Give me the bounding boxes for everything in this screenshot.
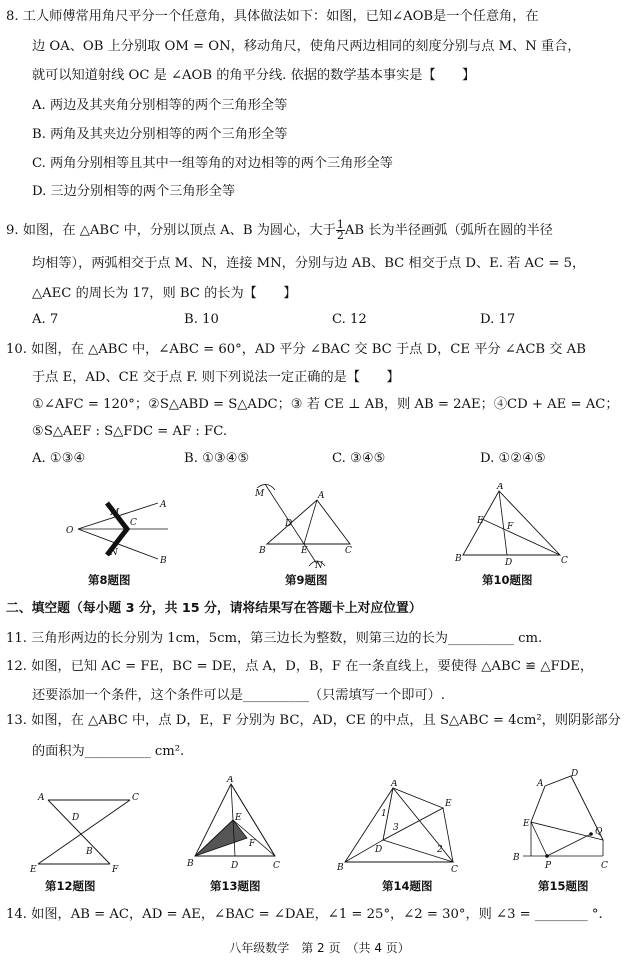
q8-option-a: A. 两边及其夹角分别相等的两个三角形全等 (32, 98, 288, 113)
fig9-label-e: E (301, 546, 308, 556)
q9-fraction (336, 220, 345, 241)
fig12-label-c: C (132, 793, 139, 803)
page-footer: 八年级数学 第 2 页 （共 4 页） (229, 941, 410, 955)
figure-10 (455, 483, 575, 568)
q10-option-a: A. ①③④ (32, 451, 86, 466)
q9-option-a: A. 7 (32, 312, 59, 327)
figure-8 (62, 493, 172, 565)
fig15-caption: 第15题图 (538, 879, 589, 893)
fig10-caption: 第10题图 (482, 573, 533, 587)
fig8-label-a: A (160, 500, 167, 510)
fig14-caption: 第14题图 (382, 879, 433, 893)
fig13-label-d: D (231, 861, 239, 871)
fig12-label-e: E (30, 865, 37, 875)
q8-option-c: C. 两角分别相等且其中一组等角的对边相等的两个三角形全等 (32, 156, 393, 171)
fig15-label-c: C (601, 861, 608, 871)
fig15-label-e: E (523, 819, 530, 829)
fig8-caption: 第8题图 (88, 573, 131, 587)
fig14-label-1: 1 (381, 809, 387, 819)
fig9-label-d: D (285, 519, 293, 529)
fig13-label-b: B (187, 859, 194, 869)
q8-line3: 就可以知道射线 OC 是 ∠AOB 的角平分线. 依据的数学基本事实是【 】 (32, 68, 476, 83)
fig12-label-d: D (72, 813, 80, 823)
q12-line2: 还要添加一个条件，这个条件可以是__________（只需填写一个即可）. (32, 688, 446, 703)
q12-line1: 12. 如图，已知 AC = FE，BC = DE，点 A，D，B，F 在一条直线上，要使得 △ABC ≌ △FDE， (6, 659, 594, 674)
fig14-label-3: 3 (393, 823, 399, 833)
fig14-label-b: B (337, 863, 344, 873)
fig15-label-p: P (545, 861, 552, 871)
fig14-label-a: A (391, 780, 398, 789)
fig14-label-2: 2 (437, 845, 443, 855)
q10-line2: 于点 E，AD、CE 交于点 F. 则下列说法一定正确的是【 】 (32, 370, 400, 385)
fig15-label-q: Q (595, 827, 603, 837)
q9-fraction-denominator: 2 (336, 229, 344, 242)
q13-line2: 的面积为__________ cm². (32, 744, 185, 759)
q9-line3: △AEC 的周长为 17，则 BC 的长为【 】 (32, 286, 297, 301)
figure-14 (335, 780, 465, 876)
fig14-label-c: C (451, 865, 458, 875)
section-2-heading: 二、填空题（每小题 3 分，共 15 分，请将结果写在答题卡上对应位置） (6, 601, 422, 616)
q9-option-b: B. 10 (184, 312, 219, 327)
q9-line1 (6, 220, 553, 241)
fig9-label-m: M (255, 489, 265, 499)
figure-13 (185, 776, 285, 876)
fig8-label-n: N (110, 548, 118, 558)
q10-line4: ⑤S△AEF : S△FDC = AF : FC. (32, 424, 228, 439)
fig14-label-d: D (375, 845, 383, 855)
q10-option-d: D. ①②④⑤ (480, 451, 546, 466)
q9-option-d: D. 17 (480, 312, 516, 327)
fig15-label-b: B (513, 853, 520, 863)
q9-line1-end: AB 长为半径画弧（弧所在圆的半径 (344, 223, 553, 238)
figure-12 (30, 790, 150, 876)
q10-line3: ①∠AFC = 120°；②S△ABD = S△ADC；③ 若 CE ⊥ AB，则 AB = 2AE；④CD + AE = AC； (32, 397, 619, 412)
fig8-label-c: C (130, 518, 137, 528)
figure-9 (255, 480, 365, 570)
fig10-label-f: F (507, 522, 514, 532)
fig13-label-e: E (235, 813, 242, 823)
q13-line1: 13. 如图，在 △ABC 中，点 D，E，F 分别为 BC，AD，CE 的中点，且 S△ABC = 4cm²，则阴影部分 (6, 713, 621, 728)
fig9-label-b: B (259, 546, 266, 556)
fig10-label-c: C (561, 556, 568, 566)
q14: 14. 如图，AB = AC，AD = AE，∠BAC = ∠DAE，∠1 = 25°，∠2 = 30°，则 ∠3 = ________ °. (6, 907, 603, 922)
q10-option-b: B. ①③④⑤ (184, 451, 250, 466)
q8-line2: 边 OA、OB 上分别取 OM = ON，移动角尺，使角尺两边相同的刻度分别与点 M、N 重合， (32, 39, 581, 54)
fig9-label-c: C (345, 546, 352, 556)
fig10-label-b: B (455, 554, 462, 564)
figure-15 (505, 768, 610, 874)
fig10-label-a: A (497, 483, 504, 492)
fig13-label-a: A (227, 776, 234, 785)
q8-option-b: B. 两角及其夹边分别相等的两个三角形全等 (32, 127, 288, 142)
fig9-label-n: N (315, 561, 323, 570)
fig8-label-b: B (160, 556, 167, 565)
q10-option-c: C. ③④⑤ (332, 451, 386, 466)
q11: 11. 三角形两边的长分别为 1cm，5cm，第三边长为整数，则第三边的长为__________ cm. (6, 631, 543, 646)
q9-option-c: C. 12 (332, 312, 367, 327)
fig15-label-a: A (537, 779, 544, 789)
fig9-label-a: A (318, 491, 325, 501)
fig12-label-b: B (86, 847, 93, 857)
fig15-label-d: D (571, 769, 579, 779)
fig12-label-a: A (38, 793, 45, 803)
fig8-label-o: O (66, 526, 74, 536)
fig10-label-e: E (477, 516, 484, 526)
q10-line1: 10. 如图，在 △ABC 中，∠ABC = 60°，AD 平分 ∠BAC 交 BC 于点 D，CE 平分 ∠ACB 交 AB (6, 342, 586, 357)
fig13-label-f: F (249, 839, 256, 849)
q9-line1-start: 9. 如图，在 △ABC 中，分别以顶点 A、B 为圆心，大于 (6, 223, 336, 238)
fig8-label-m: M (110, 508, 120, 518)
q8-line1: 8. 工人师傅常用角尺平分一个任意角，具体做法如下：如图，已知∠AOB是一个任意角，在 (6, 9, 539, 24)
q9-fraction-numerator: 1 (336, 218, 344, 231)
q9-line2: 均相等），两弧相交于点 M、N，连接 MN，分别与边 AB、BC 相交于点 D、E. 若 AC = 5， (32, 256, 586, 271)
q8-option-d: D. 三边分别相等的两个三角形全等 (32, 184, 236, 199)
fig12-label-f: F (112, 865, 119, 875)
fig13-label-c: C (273, 861, 280, 871)
fig14-label-e: E (445, 799, 452, 809)
fig12-caption: 第12题图 (45, 879, 96, 893)
fig10-label-d: D (505, 558, 513, 568)
fig13-caption: 第13题图 (210, 879, 261, 893)
fig9-caption: 第9题图 (285, 573, 328, 587)
